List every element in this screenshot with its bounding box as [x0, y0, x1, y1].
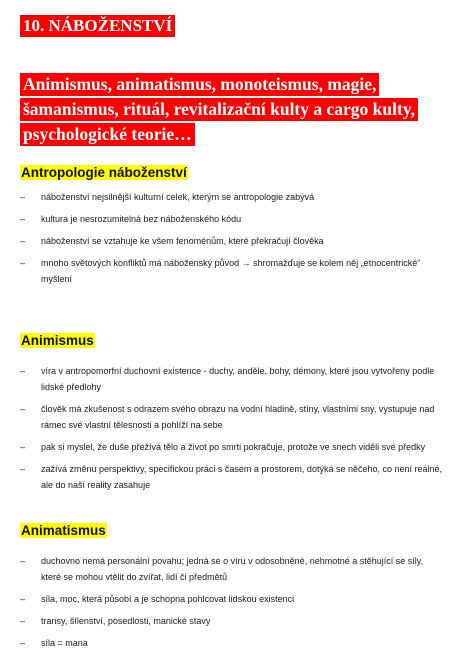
bullet-dash: – [20, 442, 26, 452]
bullet-dash: – [20, 594, 26, 604]
section-list-animatismus [20, 553, 445, 657]
section-heading-text: Animatismus [21, 523, 106, 538]
list-item-text: zažívá změnu perspektivy, specifickou práci s časem a prostorem, dotýká se něčeho, co není reálné, ale do naší reality zasahuje [41, 464, 443, 490]
list-item [20, 363, 445, 395]
bullet-dash: – [20, 192, 26, 202]
list-item [20, 613, 445, 629]
section-heading-text: Antropologie náboženství [21, 165, 187, 180]
list-item-text: náboženství nejsilnější kulturní celek, kterým se antropologie zabývá [41, 192, 315, 202]
list-item-text: pak si myslel, že duše přežívá tělo a život po smrti pokračuje, protože ve snech viděli své předky [41, 442, 426, 452]
bullet-dash: – [20, 236, 26, 246]
bullet-dash: – [20, 366, 26, 376]
list-item-text: člověk má zkušenost s odrazem svého obrazu na vodní hladině, stíny, vlastními sny, vystupuje nad rámec své vlastní tělesnosti a pohlíží na sebe [41, 404, 435, 430]
document-subtitle-text: Animismus, animatismus, monoteismus, magie, šamanismus, rituál, revitalizační kulty a cargo kulty, psychologické teorie… [20, 73, 418, 146]
list-item [20, 591, 445, 607]
list-item [20, 233, 445, 249]
list-item [20, 635, 445, 651]
section-heading-text: Animismus [21, 333, 94, 348]
list-item [20, 439, 445, 455]
list-item-text: kultura je nesrozumitelná bez náboženského kódu [41, 214, 242, 224]
bullet-dash: – [20, 616, 26, 626]
document-title-text: 10. NÁBOŽENSTVÍ [20, 15, 175, 37]
bullet-dash: – [20, 556, 26, 566]
bullet-dash: – [20, 638, 26, 648]
document-title [20, 14, 175, 38]
section-heading-animismus [20, 332, 95, 350]
document-subtitle [20, 72, 450, 147]
list-item-text: síla, moc, která působí a je schopna pohlcovat lidskou existenci [41, 594, 295, 604]
list-item-text: mnoho světových konfliktů má náboženský původ → shromažďuje se kolem něj „etnocentrické“ myšlení [41, 258, 421, 284]
bullet-dash: – [20, 258, 26, 268]
list-item-text: víra v antropomorfní duchovní existence - duchy, anděle, bohy, démony, které jsou vytvořeny podle lidské předlohy [41, 366, 435, 392]
section-heading-antropologie [20, 164, 188, 182]
list-item [20, 553, 445, 585]
section-list-antropologie [20, 189, 445, 293]
list-item [20, 461, 445, 493]
list-item [20, 189, 445, 205]
list-item-text: síla = mana [41, 638, 88, 648]
bullet-dash: – [20, 464, 26, 474]
bullet-dash: – [20, 404, 26, 414]
section-heading-animatismus [20, 522, 107, 540]
list-item [20, 211, 445, 227]
list-item-text: transy, šílenství, posedlosti, manické stavy [41, 616, 211, 626]
list-item [20, 401, 445, 433]
section-list-animismus [20, 363, 445, 499]
list-item [20, 255, 445, 287]
list-item-text: duchovno nemá personální povahu; jedná se o víru v odosobněné, nehmotné a stěhující se síly, které se mohou vtělit do zvířat, lidí či předmětů [41, 556, 424, 582]
list-item-text: náboženství se vztahuje ke všem fenoménům, které překračují člověka [41, 236, 324, 246]
bullet-dash: – [20, 214, 26, 224]
